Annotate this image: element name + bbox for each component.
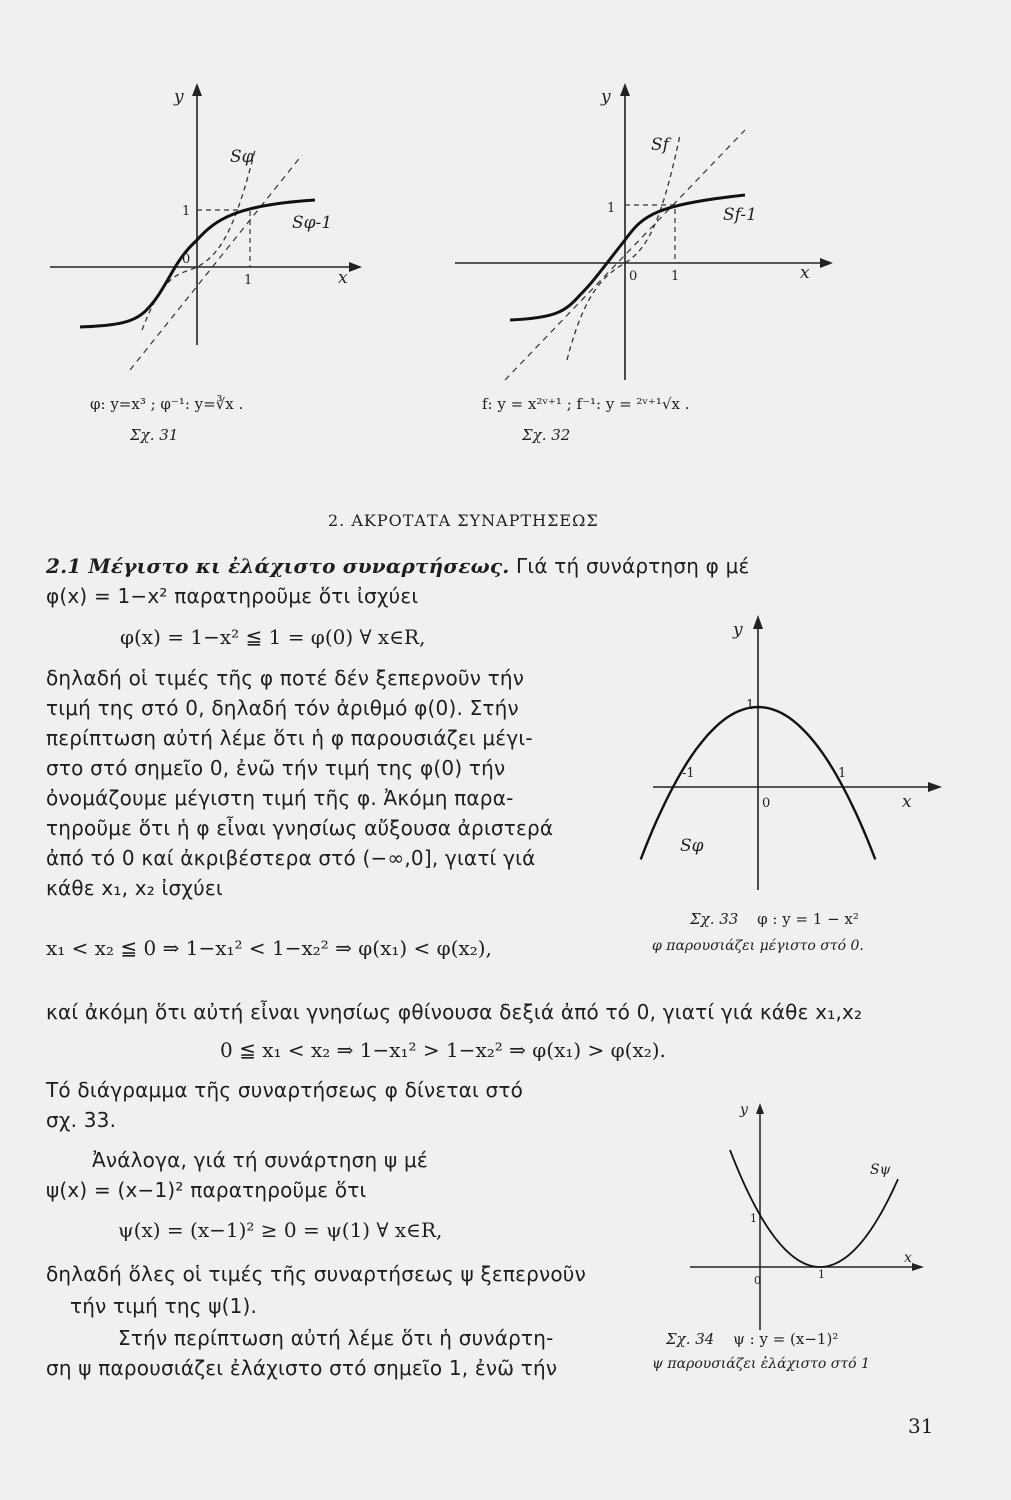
line-12: σχ. 33.	[46, 1108, 117, 1132]
label-0: 0	[762, 796, 771, 811]
label-x: x	[902, 792, 912, 812]
line-2: δηλαδή οἱ τιμές τῆς φ ποτέ δέν ξεπερνοῦν τήν	[46, 666, 525, 690]
line-18: ση ψ παρουσιάζει ἐλάχιστο στό σημεῖο 1, ἐνῶ τήν	[46, 1356, 558, 1380]
line-3: τιμή της στό 0, δηλαδή τόν ἀριθμό φ(0). Στήν	[46, 696, 519, 720]
subsection-line	[46, 552, 750, 581]
label-s-phi: Sφ	[230, 147, 254, 167]
x-axis-arrow	[912, 1263, 924, 1271]
axes	[455, 90, 830, 380]
fig33-caption-num: Σχ. 33	[690, 910, 739, 928]
label-s-phi: Sφ	[680, 836, 704, 856]
page-number: 31	[908, 1414, 934, 1438]
y-axis-arrow	[192, 83, 202, 96]
label-1-y: 1	[607, 201, 616, 216]
label-1-y: 1	[746, 698, 755, 713]
fig34-caption-formula: ψ : y = (x−1)²	[733, 1330, 839, 1348]
fig34-caption-text: ψ παρουσιάζει ἐλάχιστο στό 1	[652, 1356, 870, 1372]
x-axis-arrow	[349, 262, 362, 272]
fig32-caption: Σχ. 32	[522, 426, 571, 444]
label-1-x: 1	[838, 766, 847, 781]
y-axis-arrow	[753, 615, 763, 629]
figure-32	[455, 80, 835, 380]
line-16: τήν τιμή της ψ(1).	[70, 1294, 258, 1318]
curve-f-inverse	[510, 195, 745, 320]
line-7: τηροῦμε ὅτι ἡ φ εἶναι γνησίως αὔξουσα ἀριστερά	[46, 816, 554, 840]
figure-33	[680, 605, 988, 885]
label-y: y	[733, 620, 743, 640]
line-9: κάθε x₁, x₂ ἰσχύει	[46, 876, 223, 900]
label-1-x: 1	[818, 1268, 825, 1281]
label-x: x	[338, 268, 348, 288]
label-y: y	[174, 87, 184, 107]
section-heading: 2. ΑΚΡΟΤΑΤΑ ΣΥΝΑΡΤΗΣΕΩΣ	[328, 511, 599, 530]
axes	[690, 1110, 920, 1330]
equation-4: ψ(x) = (x−1)² ≥ 0 = ψ(1) ∀ x∈R,	[118, 1218, 443, 1242]
label-0: 0	[629, 269, 638, 284]
line-11: Τό διάγραμμα τῆς συναρτήσεως φ δίνεται στό	[46, 1078, 524, 1102]
y-axis-arrow	[756, 1103, 764, 1114]
fig33-caption-formula: φ : y = 1 − x²	[757, 910, 859, 928]
label-1-x: 1	[671, 269, 680, 284]
figure-31	[70, 80, 370, 340]
fig33-caption-text: φ παρουσιάζει μέγιστο στό 0.	[652, 938, 864, 954]
label-s-f-inverse: Sf-1	[723, 205, 757, 225]
line-17: Στήν περίπτωση αὐτή λέμε ὅτι ἡ συνάρτη-	[118, 1326, 554, 1350]
figure-34	[690, 1100, 950, 1340]
label-1-y: 1	[750, 1212, 757, 1225]
line-15: δηλαδή ὅλες οἱ τιμές τῆς συναρτήσεως ψ ξεπερνοῦν	[46, 1262, 586, 1286]
line-5: στο στό σημεῖο 0, ἐνῶ τήν τιμή της φ(0) τήν	[46, 756, 506, 780]
fig31-caption: Σχ. 31	[130, 426, 179, 444]
label-0: 0	[182, 252, 191, 267]
line-10: καί ἀκόμη ὅτι αὐτή εἶναι γνησίως φθίνουσα δεξιά ἀπό τό 0, γιατί γιά κάθε x₁,x₂	[46, 1000, 863, 1024]
fig34-caption-num: Σχ. 34	[666, 1330, 715, 1348]
fig34-caption	[666, 1330, 838, 1348]
line-8: ἀπό τό 0 καί ἀκριβέστερα στό (−∞,0], γιατί γιά	[46, 846, 536, 870]
line-14: ψ(x) = (x−1)² παρατηροῦμε ὅτι	[46, 1178, 367, 1202]
label-y: y	[740, 1102, 748, 1118]
fig32-formula: f: y = x²ᵛ⁺¹ ; f⁻¹: y = ²ᵛ⁺¹√x .	[482, 395, 690, 413]
subsection-title: 2.1 Μέγιστο κι ἐλάχιστο συναρτήσεως.	[46, 554, 510, 578]
label-x: x	[904, 1250, 912, 1266]
label-0: 0	[754, 1274, 761, 1287]
line-6: ὀνομάζουμε μέγιστη τιμή τῆς φ. Ἀκόμη παρα-	[46, 786, 514, 810]
x-axis-arrow	[928, 782, 942, 792]
label-s-psi: Sψ	[870, 1162, 891, 1178]
equation-2: x₁ < x₂ ≦ 0 ⇒ 1−x₁² < 1−x₂² ⇒ φ(x₁) < φ(x₂),	[46, 936, 492, 960]
subsection-lead: Γιά τή συνάρτηση φ μέ	[509, 554, 750, 578]
label-x: x	[800, 263, 810, 283]
label-minus-1: -1	[682, 766, 695, 781]
label-s-f: Sf	[651, 135, 669, 155]
label-1-x: 1	[244, 273, 253, 288]
line-4: περίπτωση αὐτή λέμε ὅτι ἡ φ παρουσιάζει μέγι-	[46, 726, 533, 750]
equation-3: 0 ≦ x₁ < x₂ ⇒ 1−x₁² > 1−x₂² ⇒ φ(x₁) > φ(x₂).	[220, 1038, 666, 1062]
label-y: y	[601, 87, 611, 107]
fig31-formula: φ: y=x³ ; φ⁻¹: y=∛x .	[90, 395, 244, 413]
bisector-line	[130, 155, 302, 370]
equation-1: φ(x) = 1−x² ≦ 1 = φ(0) ∀ x∈R,	[120, 625, 426, 649]
label-s-phi-inverse: Sφ-1	[292, 213, 333, 233]
y-axis-arrow	[620, 83, 630, 96]
line-1: φ(x) = 1−x² παρατηροῦμε ὅτι ἰσχύει	[46, 584, 419, 608]
line-13: Ἀνάλογα, γιά τή συνάρτηση ψ μέ	[92, 1148, 428, 1172]
label-1-y: 1	[182, 204, 191, 219]
fig33-caption	[690, 910, 859, 928]
x-axis-arrow	[820, 258, 833, 268]
curve-f	[567, 135, 680, 360]
